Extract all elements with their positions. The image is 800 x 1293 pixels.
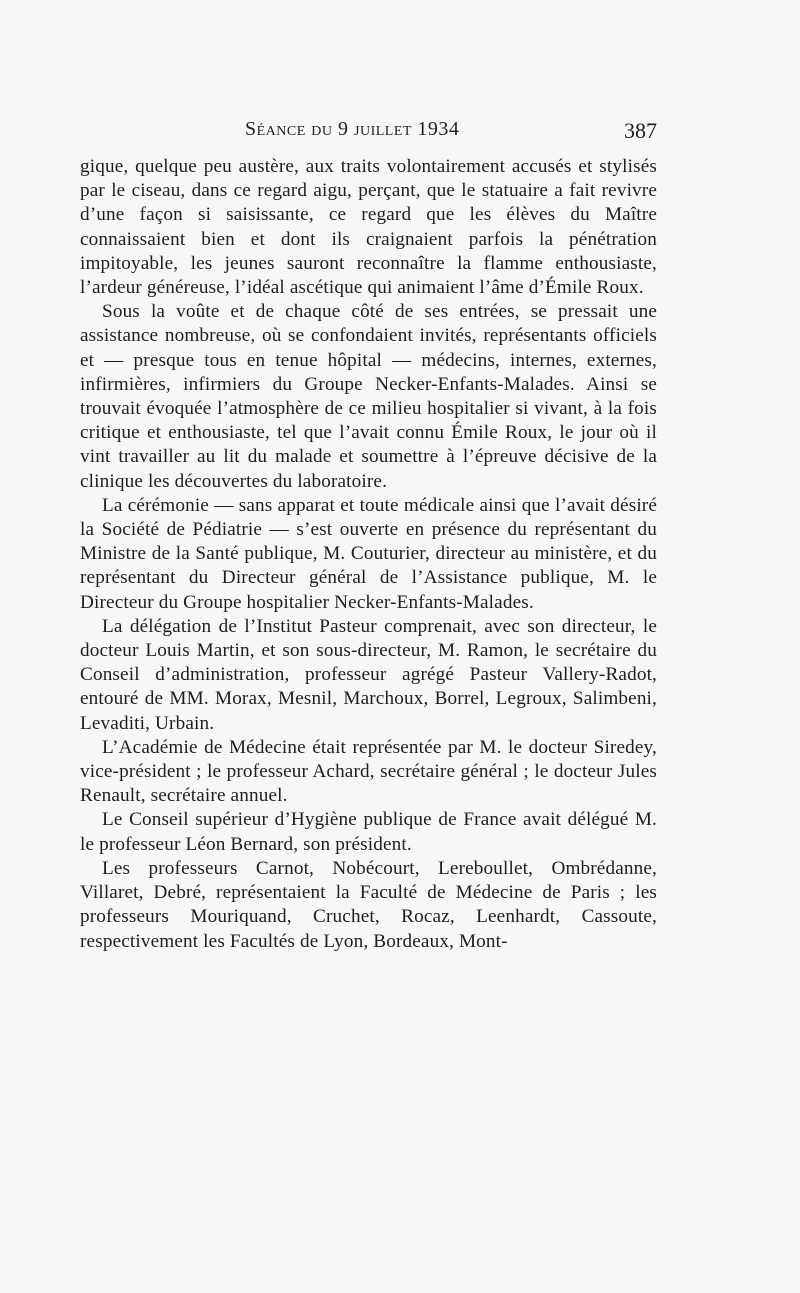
paragraph-7: Les professeurs Carnot, Nobécourt, Lereboullet, Ombrédanne, Villaret, Debré, représentaient la Faculté de Médecine de Paris ; les professeurs Mouriquand, Cruchet, Rocaz, Leenhardt, Cassoute, respectivement les Facultés de Lyon, Bordeaux, Mont-: [80, 857, 657, 952]
running-header: [80, 118, 657, 152]
paragraph-1: gique, quelque peu austère, aux traits volontairement accusés et stylisés par le ciseau, dans ce regard aigu, perçant, que le statuaire a fait revivre d’une façon si saisissante, ce regard que les élèves du Maître connaissaient bien et dont ils craignaient parfois la pénétration impitoyable, les jeunes sauront reconnaître la flamme enthousiaste, l’ardeur généreuse, l’idéal ascétique qui animaient l’âme d’Émile Roux.: [80, 156, 657, 299]
paragraph-6: Le Conseil supérieur d’Hygiène publique de France avait délégué M. le professeur Léon Bernard, son président.: [80, 809, 657, 855]
body-text: [80, 155, 657, 954]
paragraph-2: Sous la voûte et de chaque côté de ses entrées, se pressait une assistance nombreuse, où se confondaient invités, représentants officiels et — presque tous en tenue hôpital — médecins, internes, externes, infirmières, infirmiers du Groupe Necker-Enfants-Malades. Ainsi se trouvait évoquée l’atmosphère de ce milieu hospitalier si vivant, à la fois critique et enthousiaste, tel que l’avait connu Émile Roux, le jour où il vint travailler au lit du malade et soumettre à l’épreuve décisive de la clinique les découvertes du laboratoire.: [80, 301, 657, 492]
page-number: 387: [624, 118, 657, 143]
header-title: Séance du 9 juillet 1934: [245, 118, 460, 140]
paragraph-5: L’Académie de Médecine était représentée par M. le docteur Siredey, vice-président ; le professeur Achard, secrétaire général ; le docteur Jules Renault, secrétaire annuel.: [80, 736, 657, 807]
paragraph-4: La délégation de l’Institut Pasteur comprenait, avec son directeur, le docteur Louis Martin, et son sous-directeur, M. Ramon, le secrétaire du Conseil d’administration, professeur agrégé Pasteur Vallery-Radot, entouré de MM. Morax, Mesnil, Marchoux, Borrel, Legroux, Salimbeni, Levaditi, Urbain.: [80, 615, 657, 734]
paragraph-3: La cérémonie — sans apparat et toute médicale ainsi que l’avait désiré la Société de Pédiatrie — s’est ouverte en présence du représentant du Ministre de la Santé publique, M. Couturier, directeur au ministère, et du représentant du Directeur général de l’Assistance publique, M. le Directeur du Groupe hospitalier Necker-Enfants-Malades.: [80, 494, 657, 613]
